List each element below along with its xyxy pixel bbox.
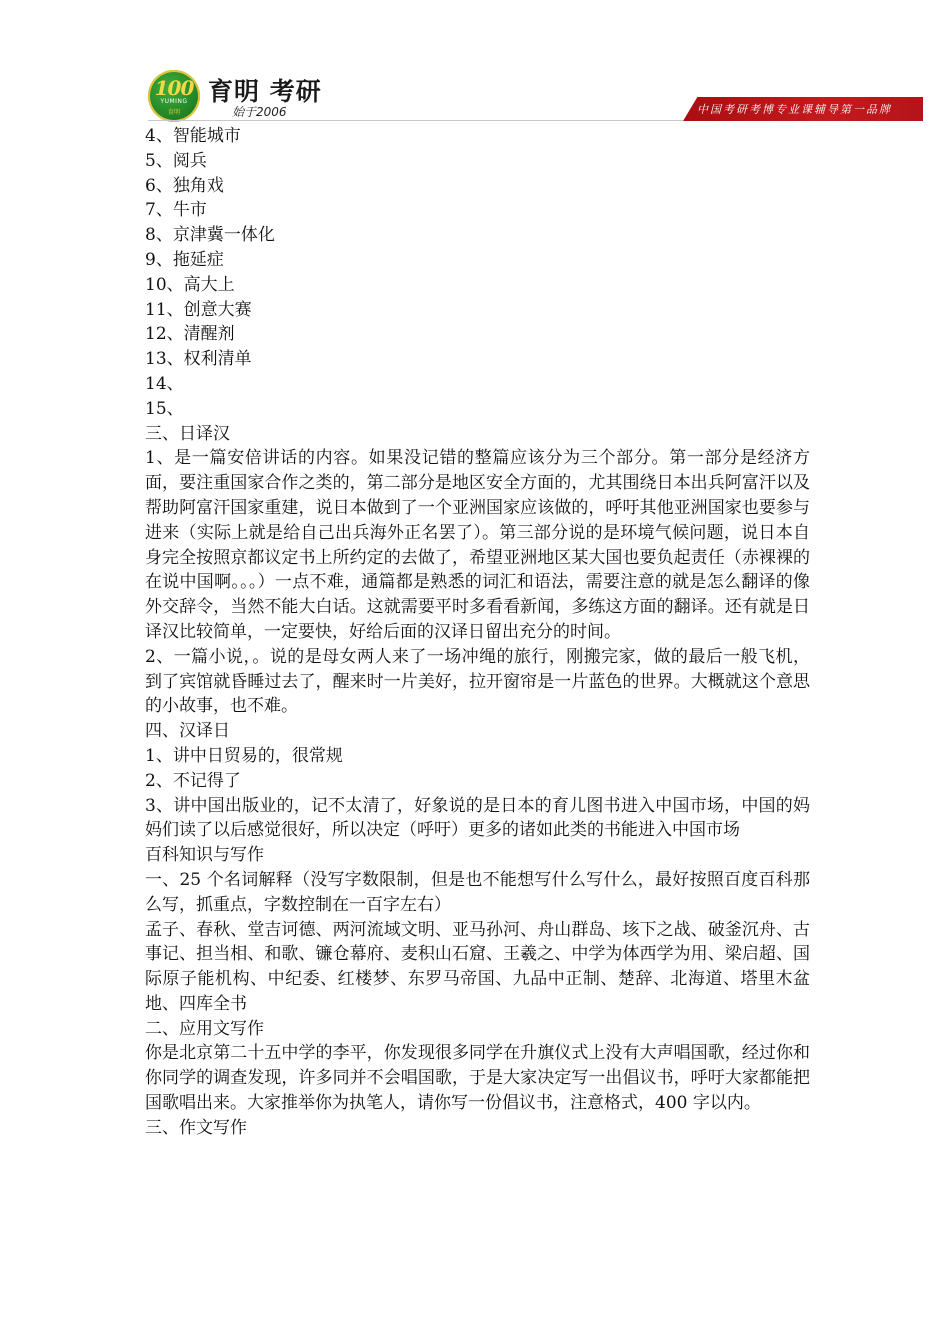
paragraph: 一、25 个名词解释（没写字数限制，但是也不能想写什么写什么，最好按照百度百科那么写，抓重点，字数控制在一百字左右） bbox=[145, 869, 810, 915]
paragraph: 3、讲中国出版业的，记不太清了，好象说的是日本的育儿图书进入中国市场，中国的妈妈们读了以后感觉很好，所以决定（呼吁）更多的诸如此类的书能进入中国市场 bbox=[145, 795, 810, 841]
brand-name: 育明 考研 bbox=[208, 77, 322, 106]
section-heading: 三、作文写作 bbox=[145, 1117, 247, 1138]
list-item: 9、拖延症 bbox=[145, 249, 224, 270]
yuming-logo-icon bbox=[148, 70, 200, 122]
list-item: 8、京津冀一体化 bbox=[145, 225, 275, 246]
list-item: 10、高大上 bbox=[145, 274, 235, 295]
brand-since: 始于2006 bbox=[232, 105, 287, 119]
section-heading: 三、日译汉 bbox=[145, 423, 230, 444]
header-divider bbox=[148, 120, 683, 121]
list-item: 11、创意大赛 bbox=[145, 299, 252, 320]
list-item: 14、 bbox=[145, 373, 184, 394]
list-item: 13、权利清单 bbox=[145, 349, 252, 370]
slogan-text: 中国考研考博专业课辅导第一品牌 bbox=[697, 103, 892, 116]
list-item: 6、独角戏 bbox=[145, 175, 224, 196]
paragraph: 1、讲中日贸易的，很常规 bbox=[145, 745, 343, 766]
list-item: 4、智能城市 bbox=[145, 126, 241, 146]
list-item: 15、 bbox=[145, 398, 184, 419]
paragraph: 2、一篇小说，。说的是母女两人来了一场冲绳的旅行，刚搬完家，做的最后一般飞机，到了宾馆就昏睡过去了，醒来时一片美好，拉开窗帘是一片蓝色的世界。大概就这个意思的小故事，也不难。 bbox=[145, 646, 810, 717]
paragraph: 1、是一篇安倍讲话的内容。如果没记错的整篇应该分为三个部分。第一部分是经济方面，要注重国家合作之类的，第二部分是地区安全方面的，尤其围绕日本出兵阿富汗以及帮助阿富汗国家重建，说日本做到了一个亚洲国家应该做的，呼吁其他亚洲国家也要参与进来（实际上就是给自己出兵海外正名罢了）。第三部分说的是环境气候问题，说日本自身完全按照京都议定书上所约定的去做了，希望亚洲地区某大国也要负起责任（赤裸裸的在说中国啊。。。）一点不难，通篇都是熟悉的词汇和语法，需要注意的就是怎么翻译的像外交辞令，当然不能大白话。这就需要平时多看看新闻，多练这方面的翻译。还有就是日译汉比较简单，一定要快，好给后面的汉译日留出充分的时间。 bbox=[145, 448, 810, 642]
list-item: 5、阅兵 bbox=[145, 150, 207, 171]
section-heading: 二、应用文写作 bbox=[145, 1018, 264, 1039]
section-heading: 百科知识与写作 bbox=[145, 845, 264, 866]
list-item: 12、清醒剂 bbox=[145, 324, 235, 345]
paragraph: 孟子、春秋、堂吉诃德、两河流域文明、亚马孙河、舟山群岛、垓下之战、破釜沉舟、古事记、担当相、和歌、镰仓幕府、麦积山石窟、王羲之、中学为体西学为用、梁启超、国际原子能机构、中纪委、红楼梦、东罗马帝国、九品中正制、楚辞、北海道、塔里木盆地、四库全书 bbox=[145, 919, 810, 1014]
section-heading: 四、汉译日 bbox=[145, 721, 230, 742]
logo-number: 100 bbox=[154, 76, 194, 100]
document-body bbox=[145, 124, 810, 1141]
page-header bbox=[0, 0, 950, 130]
logo-sub: 育明 bbox=[167, 109, 180, 116]
list-item: 7、牛市 bbox=[145, 200, 207, 221]
paragraph: 你是北京第二十五中学的李平，你发现很多同学在升旗仪式上没有大声唱国歌，经过你和你同学的调查发现，许多同并不会唱国歌，于是大家决定写一出倡议书，呼吁大家都能把国歌唱出来。大家推举你为执笔人，请你写一份倡议书，注意格式，400 字以内。 bbox=[145, 1043, 810, 1114]
paragraph: 2、不记得了 bbox=[145, 770, 241, 791]
logo-text: YUMING bbox=[160, 98, 188, 105]
